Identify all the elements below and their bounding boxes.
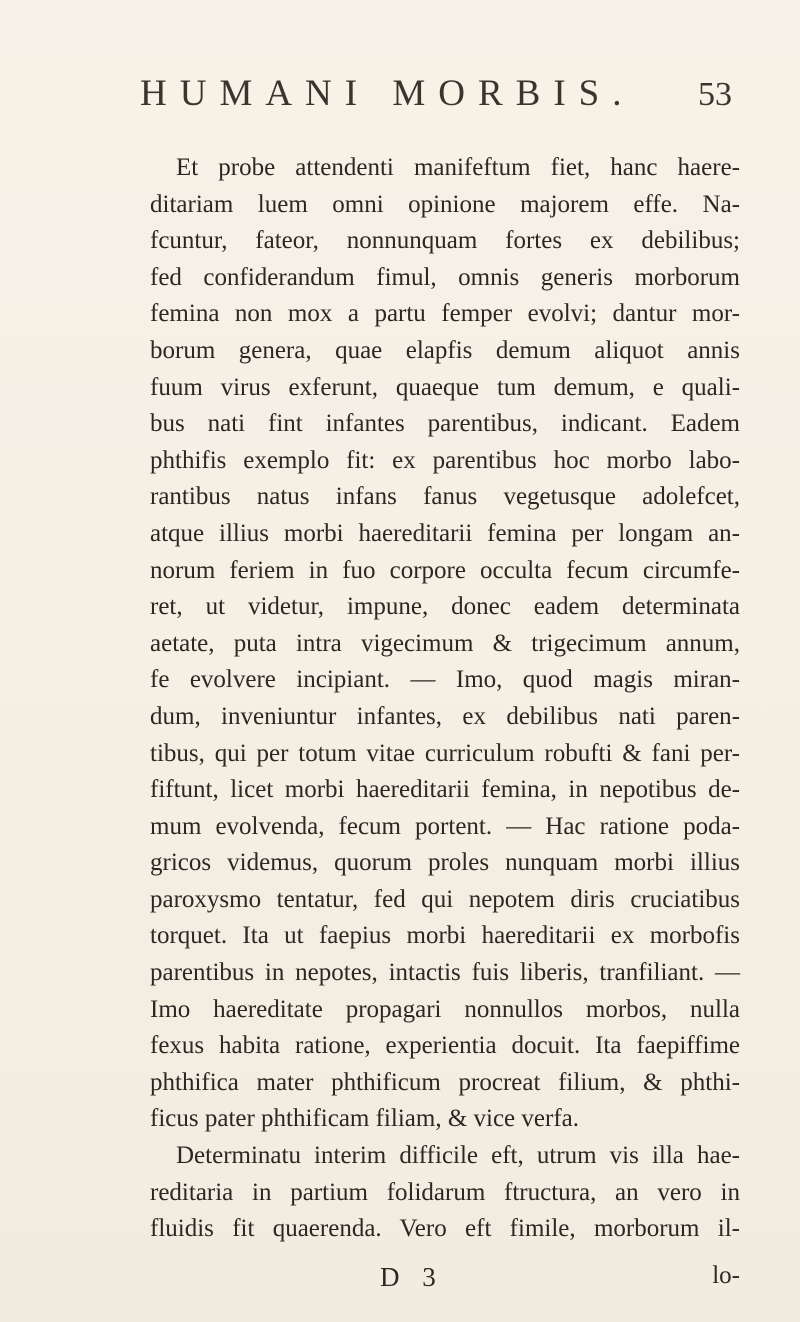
text-line: Et probe attendenti manifeftum fiet, hanc haere- [176,154,740,181]
text-line: fiftunt, licet morbi haereditarii femina, in nepotibus de- [150,776,740,804]
signature-mark: D 3 [380,1262,444,1292]
text-line: parentibus in nepotes, intactis fuis liberis, tranfiliant. — [150,959,740,987]
text-line: ficus pater phthificam filiam, & vice verfa. [150,1105,579,1133]
text-line: gricos videmus, quorum proles nunquam morbi illius [150,849,740,877]
running-head [120,72,740,132]
text-line: Imo haereditate propagari nonnullos morbos, nulla [150,995,740,1023]
text-line: tibus, qui per totum vitae curriculum robufti & fani per- [150,739,740,767]
text-line: rantibus natus infans fanus vegetusque adolefcet, [150,483,740,511]
text-line: paroxysmo tentatur, fed qui nepotem diris cruciatibus [150,885,740,913]
running-title: HUMANI MORBIS. [140,73,635,114]
text-line: femina non mox a partu femper evolvi; dantur mor- [150,300,740,328]
text-line: Determinatu interim difficile eft, utrum vis illa hae- [176,1142,740,1170]
text-line: fe evolvere incipiant. — Imo, quod magis miran- [150,666,740,694]
body-text [150,150,740,1248]
text-line: fluidis fit quaerenda. Vero eft fimile, morborum il- [150,1215,740,1243]
text-line: fcuntur, fateor, nonnunquam fortes ex debilibus; [150,227,740,255]
text-line: bus nati fint infantes parentibus, indicant. Eadem [150,410,740,438]
page-number: 53 [698,76,732,113]
text-line: torquet. Ita ut faepius morbi haereditarii ex morbofis [150,922,740,950]
text-line: dum, inveniuntur infantes, ex debilibus nati paren- [150,702,740,730]
text-line: norum feriem in fuo corpore occulta fecum circumfe- [150,556,740,584]
text-line: phthifica mater phthificum procreat filium, & phthi- [150,1068,740,1096]
text-line: borum genera, quae elapfis demum aliquot annis [150,336,740,364]
text-line: ret, ut videtur, impune, donec eadem determinata [150,593,740,621]
text-line: fexus habita ratione, experientia docuit. Ita faepiffime [150,1032,740,1060]
text-line: ditariam luem omni opinione majorem effe. Na- [150,190,740,218]
text-line: atque illius morbi haereditarii femina per longam an- [150,519,740,547]
text-line: reditaria in partium folidarum ftructura, an vero in [150,1178,740,1206]
text-line: fuum virus exferunt, quaeque tum demum, e quali- [150,373,740,401]
text-line: phthifis exemplo fit: ex parentibus hoc morbo labo- [150,446,740,474]
text-line: aetate, puta intra vigecimum & trigecimum annum, [150,629,740,657]
text-line: mum evolvenda, fecum portent. — Hac ratione poda- [150,812,740,840]
footer [150,1262,740,1302]
text-line: fed confiderandum fimul, omnis generis morborum [150,263,740,291]
catchword: lo- [712,1262,740,1289]
